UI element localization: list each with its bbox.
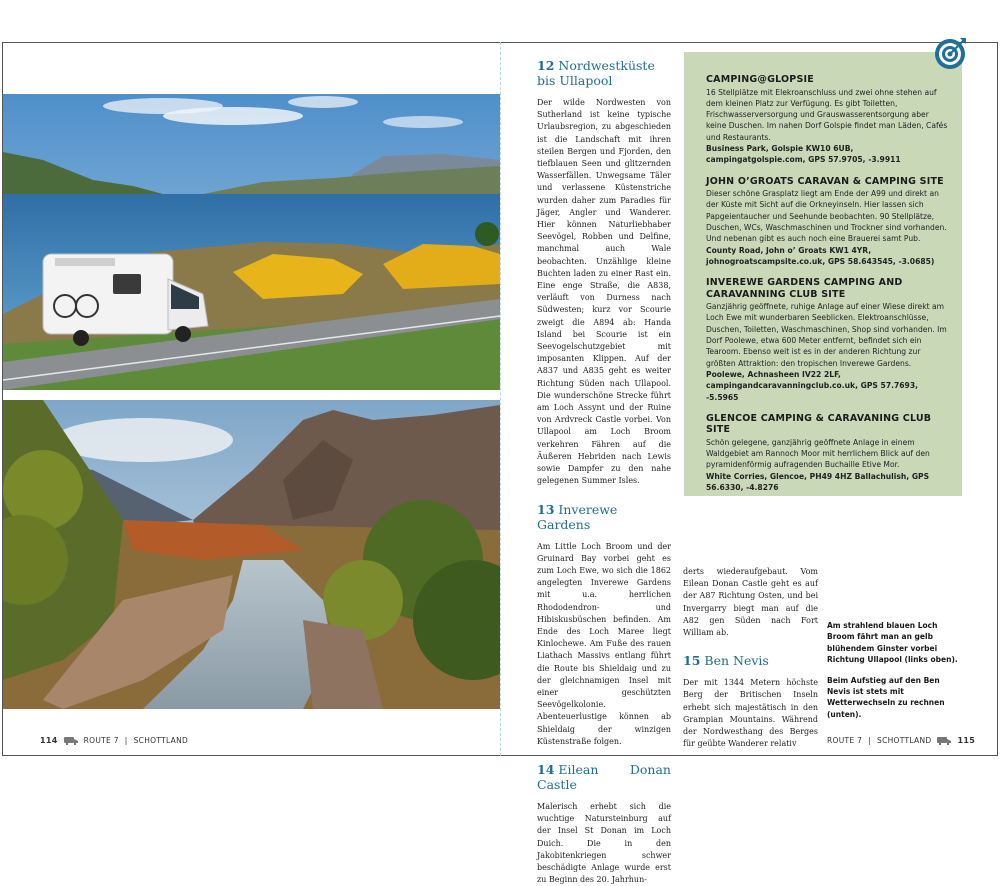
photo-captions — [827, 620, 964, 729]
section-number: 14 — [537, 761, 555, 777]
section-13 — [537, 502, 671, 748]
camping-entry — [706, 74, 950, 166]
route-label: ROUTE 7 — [827, 736, 863, 745]
camping-address: Business Park, Golspie KW10 6UB, campingatgolspie.com, GPS 57.9705, -3.9911 — [706, 143, 901, 165]
section-heading — [537, 762, 671, 792]
region-label: SCHOTTLAND — [133, 736, 189, 745]
camping-description: Ganzjährig geöffnete, ruhige Anlage auf einer Wiese direkt am Loch Ewe mit wunderbaren Seeblicken. Elektroanschlüsse, Duschen, Toiletten, Waschmaschinen, Shop sind vorhanden. Im Dorf Poolewe, etwa 600 Meter entfernt, befindet sich ein Tearoom. Ebenso weit ist es in der anderen Richtung zur größten Attraktion: den tropischen Inverewe Gardens. — [706, 302, 947, 368]
camping-description: 16 Stellplätze mit Elekroanschluss und zwei ohne stehen auf dem kleinen Platz zur Verfügung. Es gibt Toiletten, Frischwasserversorgung und Grauswasserentsorgung aber keine Duschen. Im nahen Dorf Golspie findet man Läden, Cafés und Restaurants. — [706, 87, 948, 142]
section-heading — [537, 502, 671, 532]
section-14-continuation: derts wiederaufgebaut. Vom Eilean Donan Castle geht es auf der A87 Richtung Osten, und bei Invergarry biegt man auf die A82 gen Süden nach Fort William ab. — [683, 567, 818, 638]
section-body: Am Little Loch Broom und der Gruinard Bay vorbei geht es zum Loch Ewe, wo sich die 1862 angelegten Inverewe Gardens mit u.a. herrlichen Rhododendron- und Hibiskusbüschen befinden. Am Ende des Loch Maree liegt Kinlochewe. Am Fuße des rauen Liathach Massivs entlang führt die Route bis Shieldaig und zu der gleichnamigen Insel mit einer geschützten Seevögelkolonie. Abenteuerlustige können ab Shieldaig der winzigen Küstenstraße folgen. — [537, 541, 671, 746]
section-number: 15 — [683, 653, 701, 669]
section-body: Der mit 1344 Metern höchste Berg der Britischen Inseln erhebt sich majestätisch in den Grampian Mountains. Während der Nordwesthang des Berges für geübte Wanderer relativ — [683, 678, 818, 749]
region-label: SCHOTTLAND — [877, 736, 932, 745]
camping-title: JOHN O’GROATS CARAVAN & CAMPING SITE — [706, 175, 944, 187]
section-number: 12 — [537, 58, 555, 73]
camping-description: Schön gelegene, ganzjährig geöffnete Anlage in einem Waldgebiet am Rannoch Moor mit herrlichem Blick auf den pyramidenförmig aufragenden Buchaille Etive Mor. — [706, 437, 930, 470]
section-title: Inverewe Gardens — [537, 501, 618, 532]
camping-title: CAMPING@GLOPSIE — [706, 74, 814, 85]
text-column-2 — [683, 566, 818, 750]
caption-top: Am strahlend blauen Loch Broom fährt man an gelb blühendem Ginster vorbei Richtung Ullapool (links oben). — [827, 621, 958, 665]
photo-ben-nevis-stream — [3, 400, 500, 709]
camping-title: GLENCOE CAMPING & CARAVANING CLUB SITE — [706, 412, 932, 436]
section-12 — [537, 58, 671, 488]
section-body: Der wilde Nordwesten von Sutherland ist keine typische Urlaubsregion, zu abgeschieden ist die Landschaft mit ihren steilen Bergen und Fjorden, den tiefblauen Seen und glitzernden Wasserfällen. Unwegsame Täler und verlassene Küstenstriche wurden daher zum Paradies für Jäger, Angler und Wanderer. Hier können Naturliebhaber Seevögel, Robben und Delfine, manchmal auch Wale beobachten. Unzählige kleine Buchten laden zu einer Rast ein. Eine enge Straße, die A838, verläuft von Durness nach Südwesten; kurz vor Scourie zweigt die A894 ab: Handa Island bei Scourie ist ein Seevogelschutzgebiet mit imposanten Klippen. Auf der A837 und A835 geht es weiter Richtung Süden nach Ullapool. Die wunderschöne Strecke führt am Loch Assynt und der Ruine von Ardvreck Castle vorbei. Von Ullapool am Loch Broom verkehren Fähren auf die Äußeren Hebriden nach Lewis sowie Dampfer zu den nahe gelegenen Summer Isles. — [537, 98, 671, 486]
section-title: Ben Nevis — [704, 653, 769, 669]
footer-separator: | — [868, 736, 872, 745]
footer-right — [827, 736, 975, 745]
page-number: 114 — [40, 736, 58, 745]
camping-entry — [706, 277, 950, 403]
text-column-1 — [537, 58, 671, 886]
camping-entry — [706, 176, 950, 268]
section-15 — [683, 653, 818, 750]
camping-title: INVEREWE GARDENS CAMPING AND CARAVANNING CLUB SITE — [706, 277, 903, 300]
target-icon — [934, 36, 968, 70]
section-14 — [537, 762, 671, 886]
footer-separator: | — [124, 736, 128, 745]
camping-address: White Corries, Glencoe, PH49 4HZ Ballachulish, GPS 56.6330, -4.8276 — [706, 471, 930, 493]
photo-loch-broom-camper — [3, 94, 500, 390]
section-body: Malerisch erhebt sich die wuchtige Natursteinburg auf der Insel St Donan im Loch Duich. Die in den Jakobitenkriegen schwer beschädigte Anlage wurde erst zu Beginn des 20. Jahrhun- — [537, 801, 671, 885]
caption-bottom: Beim Aufstieg auf den Ben Nevis ist stets mit Wetterwechseln zu rechnen (unten). — [827, 675, 945, 719]
camper-icon — [937, 737, 951, 745]
gutter-line — [500, 42, 501, 756]
section-heading — [537, 58, 671, 88]
section-title: Eilean Donan Castle — [537, 761, 671, 792]
camping-address: County Road, John o’ Groats KW1 4YR, johnogroatscampsite.co.uk, GPS 58.643545, -3.0685) — [706, 245, 935, 266]
camping-info-box — [684, 52, 962, 496]
camping-entry — [706, 413, 950, 493]
page-number: 115 — [957, 736, 976, 745]
camping-description: Dieser schöne Grasplatz liegt am Ende der A99 und direkt an der Küste mit Sicht auf die Orkneyinseln. Hier lassen sich Papgeientaucher und Seehunde beobachten. 90 Stellplätze, Duschen, WCs, Waschmaschinen und Trockner sind vorhanden. Und nebenan gibt es auch noch eine Brauerei samt Pub. — [706, 189, 947, 244]
section-number: 13 — [537, 501, 555, 517]
camping-address: Poolewe, Achnasheen IV22 2LF, campingandcaravanningclub.co.uk, GPS 57.7693, -5.5965 — [706, 369, 919, 402]
section-title: Nordwestküste bis Ullapool — [537, 58, 655, 88]
section-heading — [683, 653, 818, 668]
footer-left — [40, 736, 188, 745]
camper-icon — [64, 737, 78, 745]
route-label: ROUTE 7 — [83, 736, 119, 745]
